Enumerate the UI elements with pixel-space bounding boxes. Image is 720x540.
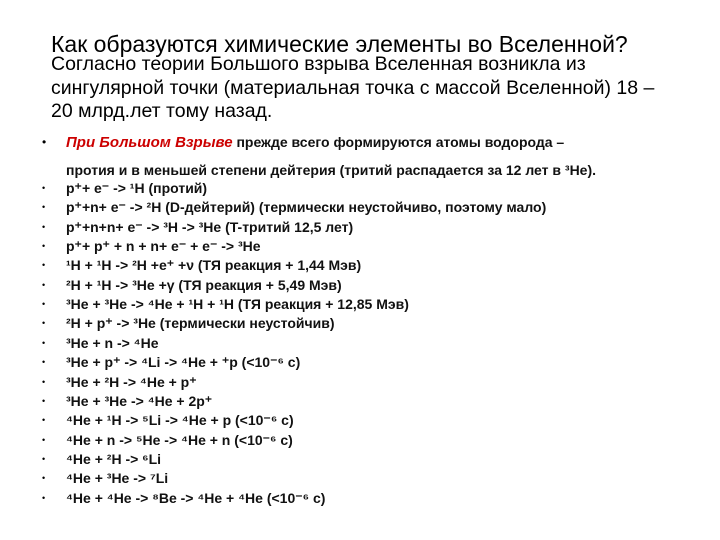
bullet-icon: • xyxy=(42,260,46,271)
bullet-icon: • xyxy=(42,434,46,445)
reaction-text: ⁴He + ²H -> ⁶Li xyxy=(66,450,162,467)
intro-rest: прежде всего формируются атомы водорода – xyxy=(232,134,565,150)
reaction-text: ³He + n -> ⁴He xyxy=(66,334,159,351)
bullet-icon: • xyxy=(42,299,46,310)
reaction-text: p⁺+n+n+ e⁻ -> ³H -> ³He (T-тритий 12,5 лет) xyxy=(66,218,354,235)
intro-text xyxy=(66,132,564,153)
bullet-icon: • xyxy=(42,395,46,406)
reaction-text: p⁺+n+ e⁻ -> ²H (D-дейтерий) (термически неустойчиво, поэтому мало) xyxy=(66,199,547,216)
reaction-text: ³He + ³He -> ⁴He + 2p⁺ xyxy=(66,392,213,409)
bullet-icon: • xyxy=(42,202,46,213)
subtitle xyxy=(51,53,691,124)
bullet-icon: • xyxy=(42,357,46,368)
reaction-text: ³He + p⁺ -> ⁴Li -> ⁴He + ⁺p (<10⁻⁶ с) xyxy=(66,354,301,371)
bullet-icon: • xyxy=(42,473,46,484)
reaction-text: p⁺+ p⁺ + n + n+ e⁻ + e⁻ -> ³He xyxy=(66,238,261,255)
reaction-text: p⁺+ e⁻ -> ¹H (протий) xyxy=(66,180,208,196)
reaction-text: ³He + ³He -> ⁴He + ¹H + ¹H (ТЯ реакция + 12,85 Мэв) xyxy=(66,296,409,313)
reaction-text: ⁴He + n -> ⁵He -> ⁴He + n (<10⁻⁶ с) xyxy=(66,431,293,448)
reaction-text: ²H + p⁺ -> ³He (термически неустойчив) xyxy=(66,315,335,332)
subtitle-line: сингулярной точки (материальная точка с массой Вселенной) 18 – xyxy=(51,76,655,99)
bullet-icon: • xyxy=(42,376,46,387)
reaction-text: ⁴He + ³He -> ⁷Li xyxy=(66,470,169,487)
subtitle-line: 20 млрд.лет тому назад. xyxy=(51,100,273,122)
bullet-icon: • xyxy=(42,183,46,193)
page-title: Как образуются химические элементы во Вселенной? xyxy=(51,31,628,57)
big-bang-highlight: При Большом Взрыве xyxy=(66,134,233,151)
reaction-text: ⁴He + ¹H -> ⁵Li -> ⁴He + p (<10⁻⁶ с) xyxy=(66,412,294,429)
bullet-icon: • xyxy=(42,241,46,252)
intro-continuation: протия и в меньшей степени дейтерия (тритий распадается за 12 лет в ³He). xyxy=(66,162,597,178)
bullet-icon: • xyxy=(42,221,46,232)
reaction-text: ²H + ¹H -> ³He +γ (ТЯ реакция + 5,49 Мэв) xyxy=(66,276,342,293)
bullet-icon: • xyxy=(42,318,46,329)
reaction-text: ¹H + ¹H -> ²H +e⁺ +ν (ТЯ реакция + 1,44 Мэв) xyxy=(66,257,362,274)
subtitle-line: Согласно теории Большого взрыва Вселенная возникла из xyxy=(51,53,586,75)
bullet-icon: • xyxy=(42,492,46,503)
reaction-text: ³He + ²H -> ⁴He + p⁺ xyxy=(66,373,197,390)
bullet-icon: • xyxy=(42,453,46,464)
bullet-icon: • xyxy=(42,415,46,426)
reaction-text: ⁴He + ⁴He -> ⁸Be -> ⁴He + ⁴He (<10⁻⁶ с) xyxy=(66,489,326,506)
bullet-icon: • xyxy=(42,279,46,290)
bullet-icon: • xyxy=(42,135,47,149)
bullet-icon: • xyxy=(42,337,46,348)
